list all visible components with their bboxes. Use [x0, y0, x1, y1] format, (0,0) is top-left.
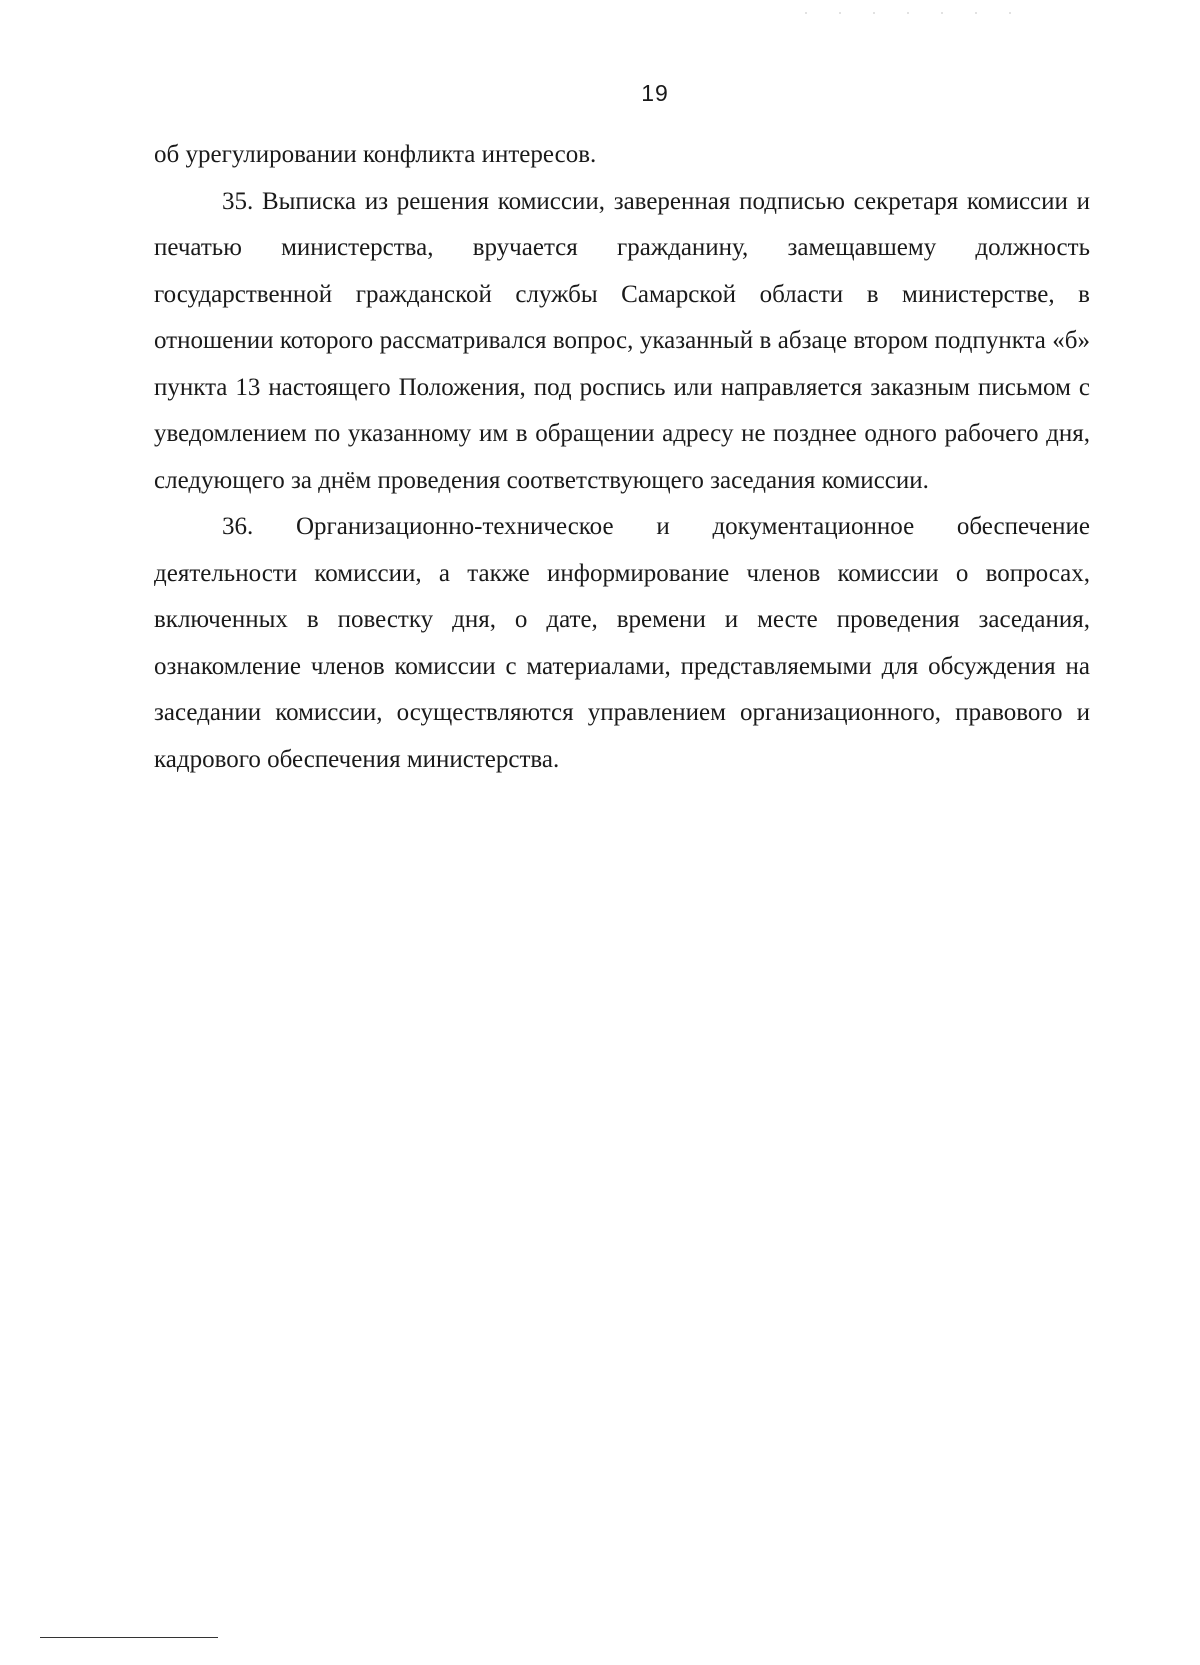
paragraph-continuation: об урегулировании конфликта интересов.: [154, 141, 597, 168]
page-number: 19: [641, 80, 669, 106]
footer-rule: [40, 1637, 218, 1638]
paragraph-35: 35. Выписка из решения комиссии, заверенная подписью секретаря комиссии и печатью министерства, вручается гражданину, замещавшему должность государственной гражданской службы Самарской области в министерстве, в отношении которого рассматривался вопрос, указанный в абзаце втором подпункта «б» пункта 13 настоящего Положения, под роспись или направляется заказным письмом с уведомлением по указанному им в обращении адресу не позднее одного рабочего дня, следующего за днём проведения соответствующего заседания комиссии.: [154, 187, 1090, 494]
scan-artifact: [805, 12, 1025, 14]
paragraph-36: 36. Организационно-техническое и документационное обеспечение деятельности комиссии, а также информирование членов комиссии о вопросах, включенных в повестку дня, о дате, времени и месте проведения заседания, ознакомление членов комиссии с материалами, представляемыми для обсуждения на заседании комиссии, осуществляются управлением организационного, правового и кадрового обеспечения министерства.: [154, 513, 1090, 773]
document-body: [154, 132, 1090, 783]
